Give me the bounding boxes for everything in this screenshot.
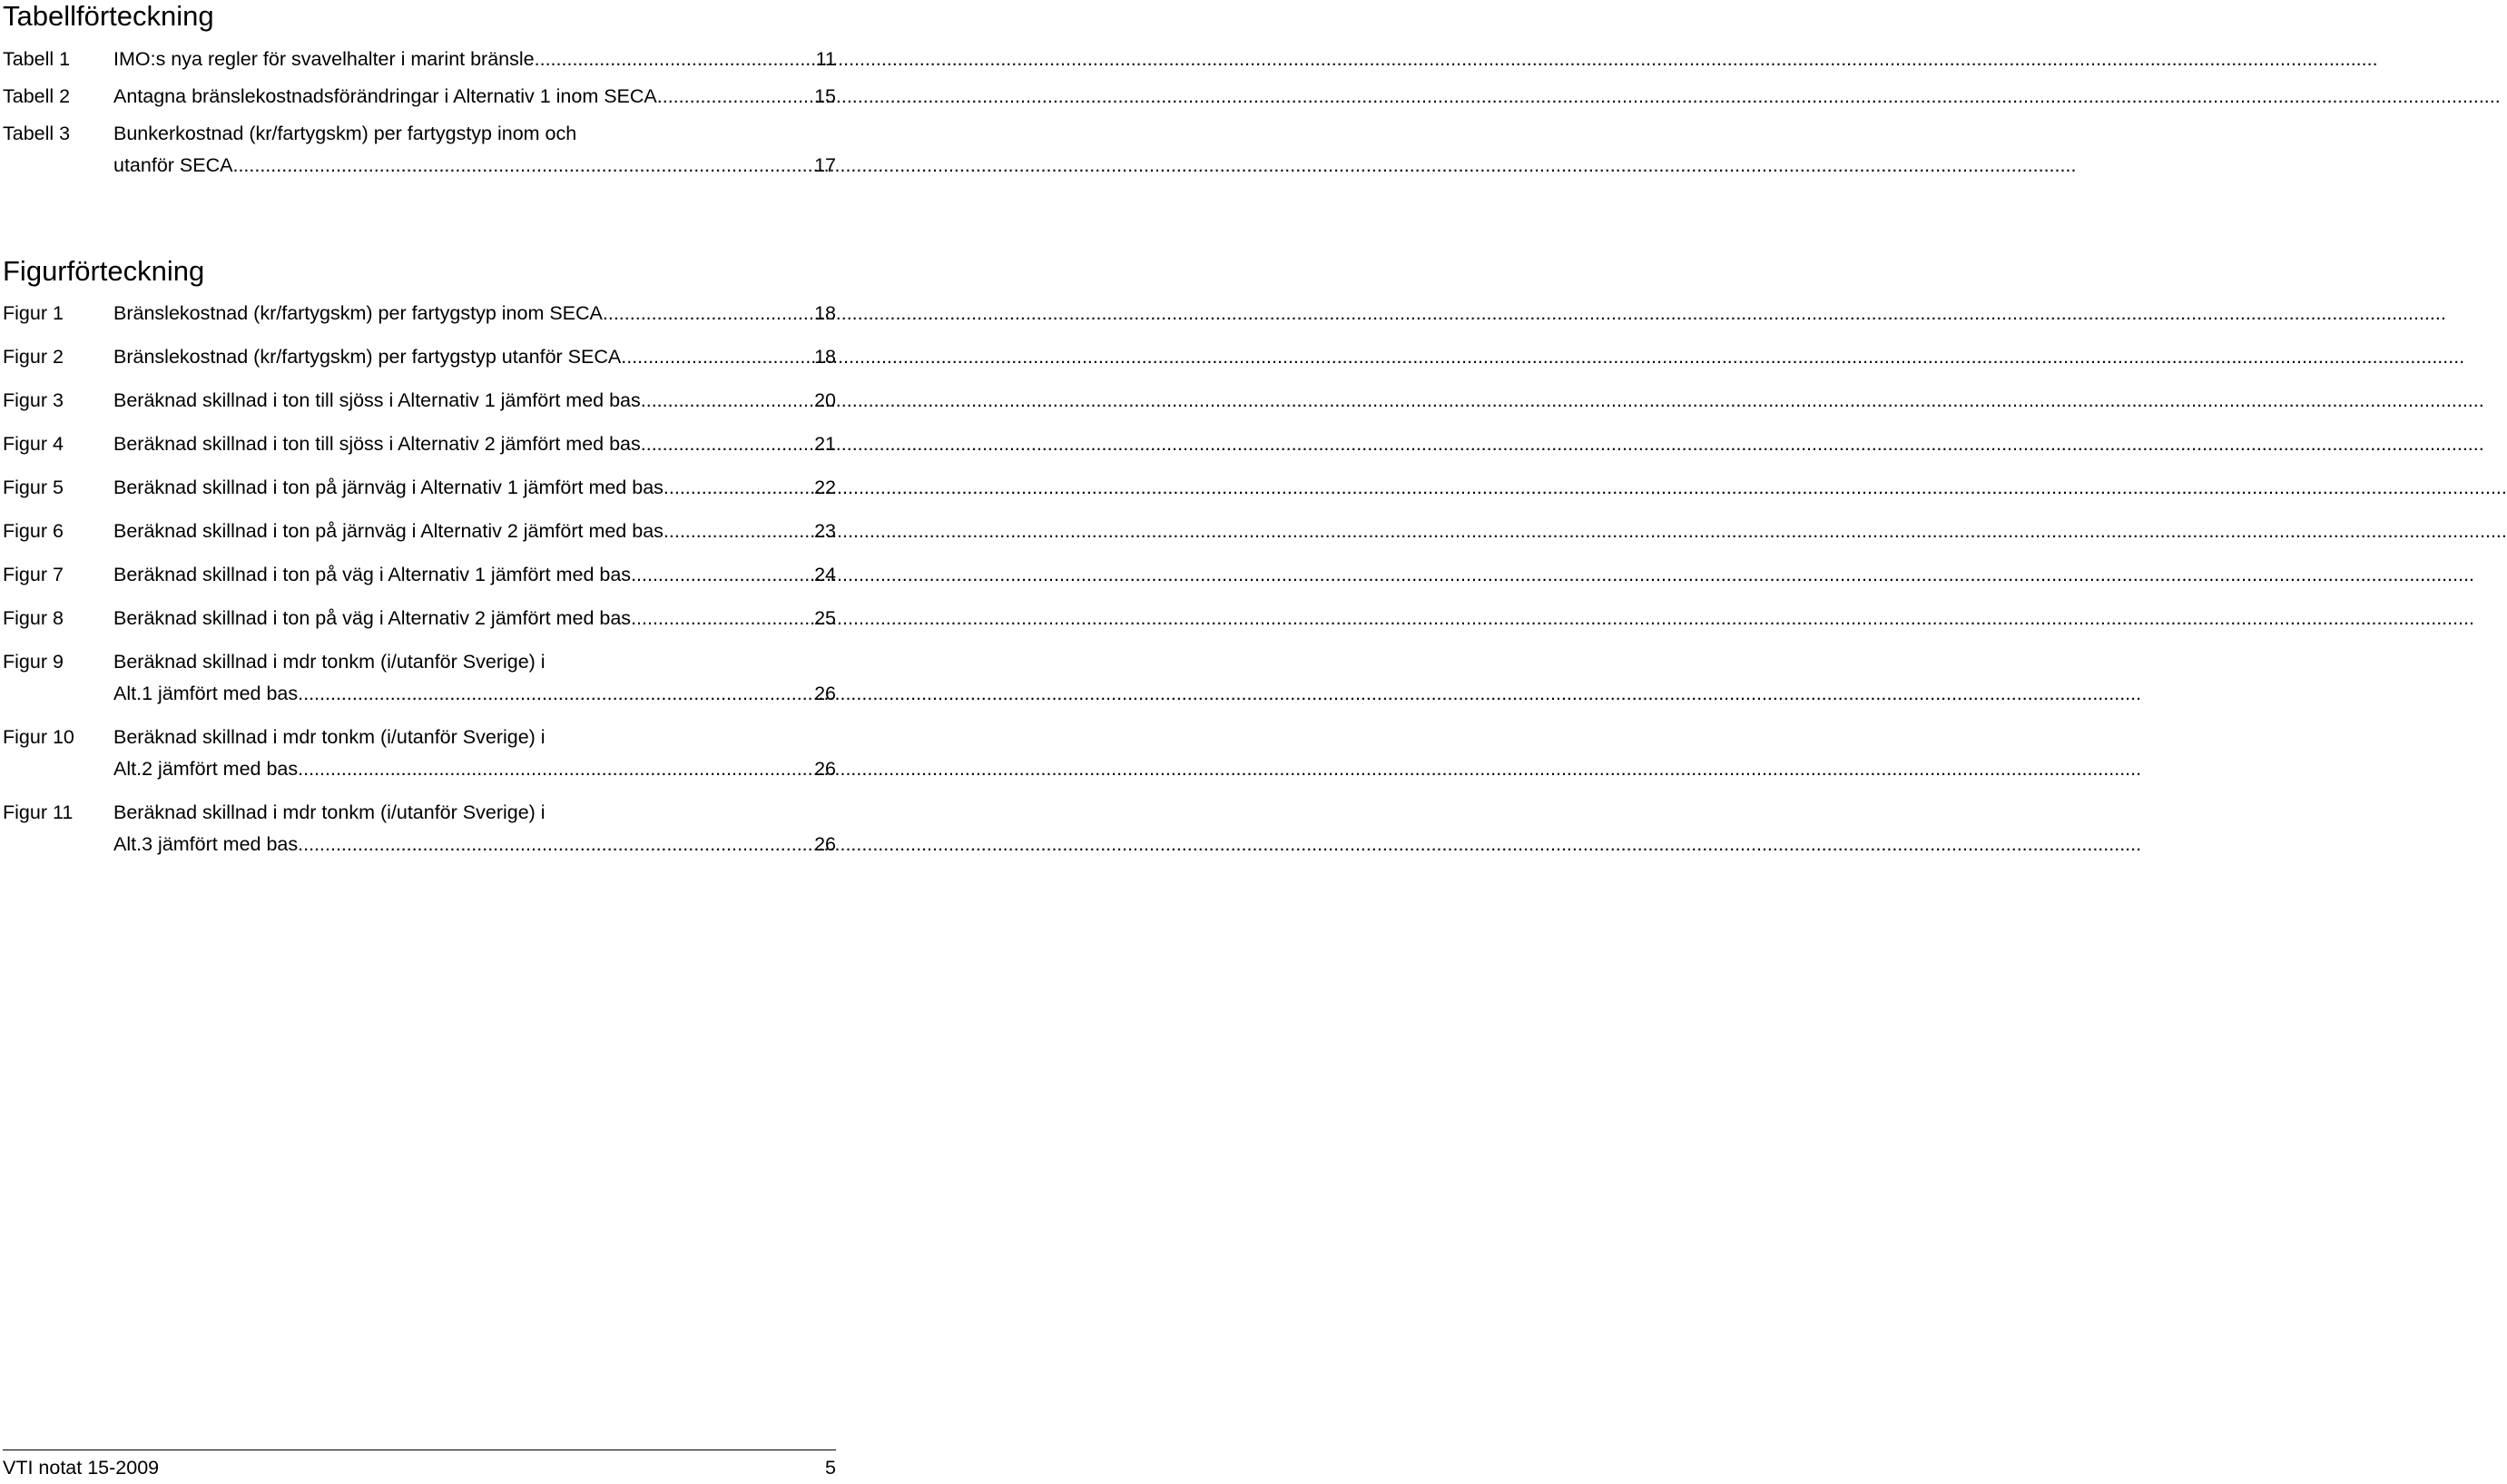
entry-title: Beräknad skillnad i ton till sjöss i Alternativ 1 jämfört med bas: [113, 389, 641, 411]
entry-page-number: 26: [814, 833, 836, 855]
entry-title-continued: utanför SECA: [113, 154, 233, 176]
entry-label: Figur 2: [3, 346, 64, 368]
entry-title: Bränslekostnad (kr/fartygskm) per fartygstyp utanför SECA: [113, 346, 622, 368]
dot-leader: [631, 561, 811, 589]
entry-page-number: 18: [814, 302, 836, 324]
entry-title: Beräknad skillnad i mdr tonkm (i/utanför Sverige) i: [113, 801, 546, 823]
entry-title: Beräknad skillnad i ton på järnväg i Alternativ 2 jämfört med bas: [113, 520, 664, 542]
entry-title: Beräknad skillnad i mdr tonkm (i/utanför Sverige) i: [113, 651, 546, 673]
tables-heading: Tabellförteckning: [3, 0, 214, 32]
entry-page-number: 17: [814, 154, 836, 176]
entry-title: Bränslekostnad (kr/fartygskm) per fartygstyp inom SECA: [113, 302, 603, 324]
entry-label: Figur 5: [3, 477, 64, 498]
entry-label: Figur 9: [3, 651, 64, 673]
dot-leader: [298, 830, 811, 859]
dot-leader: [664, 474, 811, 502]
dot-leader: [603, 300, 811, 328]
entry-title: Beräknad skillnad i ton på väg i Alternativ 2 jämfört med bas: [113, 607, 632, 629]
entry-label: Figur 1: [3, 302, 64, 324]
dot-leader: [657, 83, 811, 111]
entry-page-number: 18: [814, 346, 836, 368]
entry-page-number: 26: [814, 758, 836, 780]
entry-title-continued: Alt.2 jämfört med bas: [113, 758, 299, 780]
entry-title-continued: Alt.1 jämfört med bas: [113, 683, 299, 704]
dot-leader: [641, 387, 811, 415]
entry-page-number: 15: [814, 85, 836, 107]
entry-page-number: 24: [814, 564, 836, 585]
entry-label: Figur 4: [3, 433, 64, 455]
dot-leader: [621, 343, 811, 371]
entry-label: Figur 3: [3, 389, 64, 411]
dot-leader: [298, 680, 811, 708]
footer-page-number: 5: [825, 1457, 836, 1479]
entry-page-number: 22: [814, 477, 836, 498]
entry-page-number: 21: [814, 433, 836, 455]
entry-title: IMO:s nya regler för svavelhalter i marint bränsle: [113, 48, 535, 70]
entry-label: Figur 7: [3, 564, 64, 585]
entry-label: Figur 11: [3, 801, 74, 823]
entry-title: Antagna bränslekostnadsförändringar i Alternativ 1 inom SECA: [113, 85, 657, 107]
entry-page-number: 11: [815, 48, 836, 70]
figures-heading: Figurförteckning: [3, 255, 205, 287]
dot-leader: [664, 517, 811, 545]
dot-leader: [535, 45, 813, 74]
footer-document-id: VTI notat 15-2009: [3, 1457, 160, 1479]
entry-label: Figur 6: [3, 520, 64, 542]
entry-label: Tabell 2: [3, 85, 71, 107]
entry-label: Figur 8: [3, 607, 64, 629]
entry-title: Beräknad skillnad i ton till sjöss i Alternativ 2 jämfört med bas: [113, 433, 641, 455]
entry-title-continued: Alt.3 jämfört med bas: [113, 833, 299, 855]
entry-title: Beräknad skillnad i ton på järnväg i Alternativ 1 jämfört med bas: [113, 477, 664, 498]
entry-title: Beräknad skillnad i mdr tonkm (i/utanför Sverige) i: [113, 726, 546, 748]
dot-leader: [232, 152, 811, 180]
dot-leader: [631, 604, 811, 633]
dot-leader: [298, 755, 811, 783]
entry-page-number: 23: [814, 520, 836, 542]
entry-label: Tabell 1: [3, 48, 71, 70]
entry-page-number: 25: [814, 607, 836, 629]
entry-label: Tabell 3: [3, 123, 71, 144]
entry-title: Bunkerkostnad (kr/fartygskm) per fartygstyp inom och: [113, 123, 577, 144]
entry-page-number: 20: [814, 389, 836, 411]
entry-page-number: 26: [814, 683, 836, 704]
entry-title: Beräknad skillnad i ton på väg i Alternativ 1 jämfört med bas: [113, 564, 632, 585]
entry-label: Figur 10: [3, 726, 74, 748]
dot-leader: [641, 430, 811, 458]
